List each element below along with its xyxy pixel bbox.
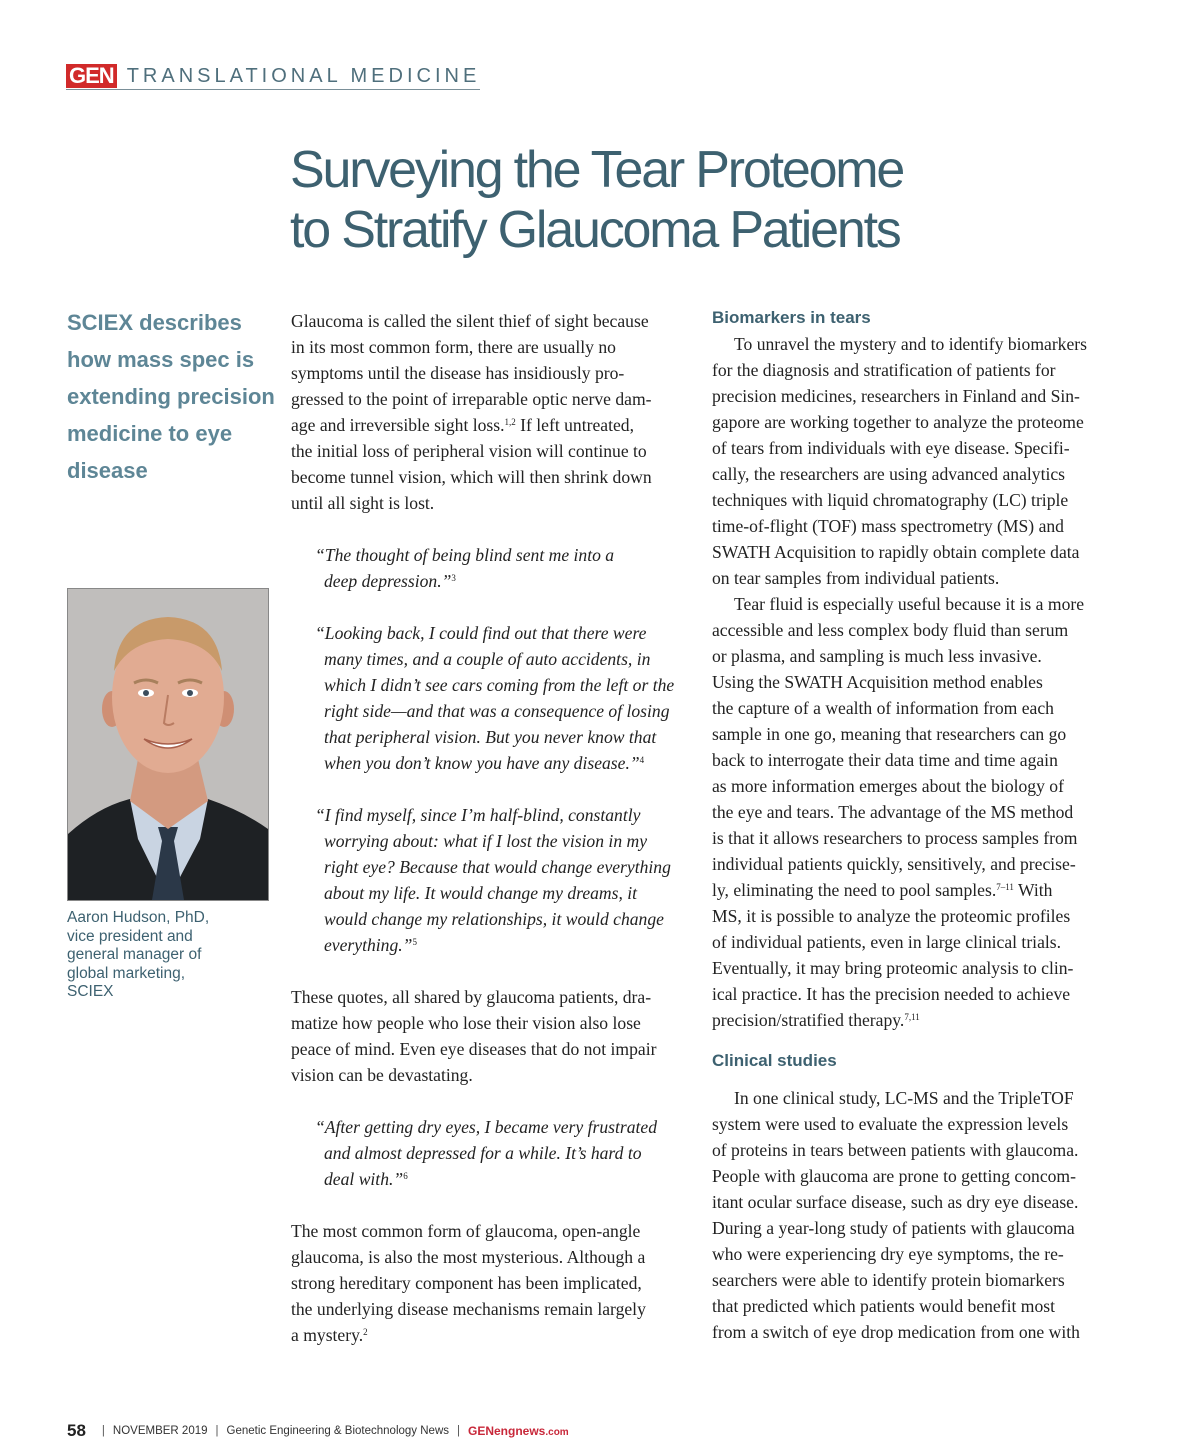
text-line: In one clinical study, LC-MS and the TripleTOF — [734, 1088, 1074, 1108]
text-line: which I didn’t see cars coming from the left or the — [324, 675, 675, 695]
paragraph — [712, 331, 1087, 591]
text-line: right eye? Because that would change everything — [324, 857, 671, 877]
caption-line: Aaron Hudson, PhD, — [67, 909, 210, 926]
paragraph — [291, 308, 674, 516]
footnote-ref: 3 — [451, 573, 456, 583]
text-line: peace of mind. Even eye diseases that do not impair — [291, 1039, 657, 1059]
text-line: about my life. It would change my dreams, it — [324, 883, 638, 903]
text-line: cally, the researchers are using advanced analytics — [712, 464, 1065, 484]
text-line: on tear samples from individual patients. — [712, 568, 1000, 588]
text-line — [712, 877, 1087, 903]
text-line: techniques with liquid chromatography (LC) triple — [712, 490, 1069, 510]
text-line: Tear fluid is especially useful because it is a more — [734, 594, 1085, 614]
text-line — [315, 1166, 674, 1192]
text-line: SWATH Acquisition to rapidly obtain complete data — [712, 542, 1080, 562]
footnote-ref: 5 — [412, 937, 417, 947]
author-photo — [67, 588, 269, 901]
text-line: During a year-long study of patients with glaucoma — [712, 1218, 1075, 1238]
dek-line: disease — [67, 458, 148, 483]
issue-date: NOVEMBER 2019 — [112, 1425, 208, 1437]
footer-separator: | — [101, 1425, 105, 1437]
footnote-ref: 4 — [639, 755, 645, 765]
text-line: individual patients quickly, sensitively, and precise- — [712, 854, 1076, 874]
text-line: right side—and that was a consequence of losing — [324, 701, 670, 721]
text-line: MS, it is possible to analyze the proteomic profiles — [712, 906, 1071, 926]
text-line: or plasma, and sampling is much less invasive. — [712, 646, 1042, 666]
text-line: gressed to the point of irreparable optic nerve dam- — [291, 389, 652, 409]
subhead-clinical-studies: Clinical studies — [712, 1051, 837, 1070]
section-label: TRANSLATIONAL MEDICINE — [126, 64, 481, 87]
text-line: time-of-flight (TOF) mass spectrometry (MS) and — [712, 516, 1064, 536]
website-suffix: .com — [545, 1427, 569, 1438]
text-line: These quotes, all shared by glaucoma patients, dra- — [291, 987, 652, 1007]
patient-quote — [315, 1114, 674, 1192]
text-line: itant ocular surface disease, such as dry eye disease. — [712, 1192, 1079, 1212]
text-span: precision/stratified therapy. — [712, 1010, 905, 1030]
website-name: GENengnews — [468, 1424, 546, 1438]
text-line: in its most common form, there are usually no — [291, 337, 616, 357]
text-line: “The thought of being blind sent me into a — [315, 545, 615, 565]
text-line: precision medicines, researchers in Finland and Sin- — [712, 386, 1080, 406]
text-line: would change my relationships, it would change — [324, 909, 664, 929]
text-line: is that it allows researchers to process samples from — [712, 828, 1078, 848]
footnote-ref: 6 — [403, 1171, 408, 1181]
text-line: People with glaucoma are prone to getting concom- — [712, 1166, 1076, 1186]
text-line — [712, 1007, 1087, 1033]
text-span: age and irreversible sight loss. — [291, 415, 505, 435]
footnote-ref: 7–11 — [996, 882, 1014, 892]
text-line: the capture of a wealth of information from each — [712, 698, 1054, 718]
text-line: system were used to evaluate the expression levels — [712, 1114, 1069, 1134]
text-line: symptoms until the disease has insidiously pro- — [291, 363, 625, 383]
text-line: the underlying disease mechanisms remain largely — [291, 1299, 646, 1319]
footnote-ref: 2 — [363, 1327, 368, 1337]
text-line: ical practice. It has the precision needed to achieve — [712, 984, 1071, 1004]
title-line: Surveying the Tear Proteome — [290, 141, 904, 199]
dek-line: how mass spec is — [67, 347, 255, 372]
text-span: everything.” — [324, 935, 413, 955]
article-dek — [67, 304, 277, 489]
text-line: Glaucoma is called the silent thief of sight because — [291, 311, 649, 331]
text-line: searchers were able to identify protein biomarkers — [712, 1270, 1065, 1290]
text-line: “After getting dry eyes, I became very frustrated — [315, 1117, 658, 1137]
text-line: many times, and a couple of auto accidents, in — [324, 649, 651, 669]
text-line: back to interrogate their data time and time again — [712, 750, 1058, 770]
text-line: from a switch of eye drop medication from one with — [712, 1322, 1080, 1342]
text-line: the eye and tears. The advantage of the MS method — [712, 802, 1074, 822]
title-line: to Stratify Glaucoma Patients — [290, 201, 900, 259]
text-line: of proteins in tears between patients with glaucoma. — [712, 1140, 1079, 1160]
text-span: ly, eliminating the need to pool samples. — [712, 880, 997, 900]
patient-quote — [315, 802, 674, 958]
gen-logo: GEN — [66, 64, 117, 88]
text-line: Eventually, it may bring proteomic analysis to clin- — [712, 958, 1074, 978]
dek-line: SCIEX describes — [67, 310, 242, 335]
text-line: the initial loss of peripheral vision will continue to — [291, 441, 647, 461]
article-title — [290, 140, 990, 260]
text-line: matize how people who lose their vision also lose — [291, 1013, 641, 1033]
text-line: who were experiencing dry eye symptoms, the re- — [712, 1244, 1064, 1264]
text-line: strong hereditary component has been implicated, — [291, 1273, 642, 1293]
text-line: as more information emerges about the biology of — [712, 776, 1064, 796]
text-line: worrying about: what if I lost the vision in my — [324, 831, 648, 851]
paragraph — [712, 591, 1087, 1033]
text-line: accessible and less complex body fluid than serum — [712, 620, 1069, 640]
text-line: and almost depressed for a while. It’s hard to — [324, 1143, 642, 1163]
caption-line: general manager of — [67, 946, 202, 963]
text-line: become tunnel vision, which will then shrink down — [291, 467, 652, 487]
publication-name: Genetic Engineering & Biotechnology News — [226, 1425, 449, 1437]
text-line: sample in one go, meaning that researchers can go — [712, 724, 1067, 744]
footnote-ref: 7,11 — [904, 1012, 920, 1022]
patient-quote — [315, 542, 674, 594]
text-line: Using the SWATH Acquisition method enables — [712, 672, 1043, 692]
page-number: 58 — [67, 1421, 86, 1440]
text-line: that peripheral vision. But you never know that — [324, 727, 657, 747]
portrait-illustration — [68, 589, 268, 900]
text-line — [291, 1322, 674, 1348]
body-column-1 — [291, 308, 674, 1348]
text-line: The most common form of glaucoma, open-angle — [291, 1221, 641, 1241]
text-line — [291, 412, 674, 438]
text-line: “Looking back, I could find out that there were — [315, 623, 647, 643]
paragraph — [291, 984, 674, 1088]
paragraph — [291, 1218, 674, 1348]
text-line: “I find myself, since I’m half-blind, constantly — [315, 805, 641, 825]
text-line: until all sight is lost. — [291, 493, 435, 513]
text-line: glaucoma, is also the most mysterious. Although a — [291, 1247, 646, 1267]
text-span: With — [1013, 880, 1053, 900]
subhead-biomarkers: Biomarkers in tears — [712, 308, 871, 327]
text-line — [315, 750, 674, 776]
caption-line: vice president and — [67, 927, 193, 945]
text-line — [315, 932, 674, 958]
text-line: gapore are working together to analyze the proteome — [712, 412, 1084, 432]
website-link[interactable] — [468, 1424, 569, 1438]
body-column-2 — [712, 305, 1087, 1345]
dek-line: extending precision — [67, 384, 275, 409]
text-span: If left untreated, — [515, 415, 634, 435]
footer-separator: | — [215, 1425, 219, 1437]
page-footer — [67, 1421, 569, 1441]
text-span: a mystery. — [291, 1325, 364, 1345]
section-header — [66, 64, 480, 90]
caption-line: SCIEX — [67, 983, 114, 1000]
text-line: of tears from individuals with eye disease. Specifi- — [712, 438, 1070, 458]
text-span: when you don’t know you have any disease.” — [324, 753, 640, 773]
footer-separator: | — [457, 1425, 460, 1437]
dek-line: medicine to eye — [67, 421, 233, 446]
text-span: deep depression.” — [324, 571, 452, 591]
text-line: that predicted which patients would benefit most — [712, 1296, 1055, 1316]
text-span: deal with.” — [324, 1169, 404, 1189]
footnote-ref: 1,2 — [504, 417, 516, 427]
text-line — [315, 568, 674, 594]
paragraph — [712, 1085, 1087, 1345]
patient-quote — [315, 620, 674, 776]
text-line: vision can be devastating. — [291, 1065, 473, 1085]
text-line: To unravel the mystery and to identify biomarkers — [734, 334, 1087, 354]
photo-caption — [67, 909, 277, 1002]
text-line: of individual patients, even in large clinical trials. — [712, 932, 1062, 952]
caption-line: global marketing, — [67, 964, 186, 982]
text-line: for the diagnosis and stratification of patients for — [712, 360, 1056, 380]
